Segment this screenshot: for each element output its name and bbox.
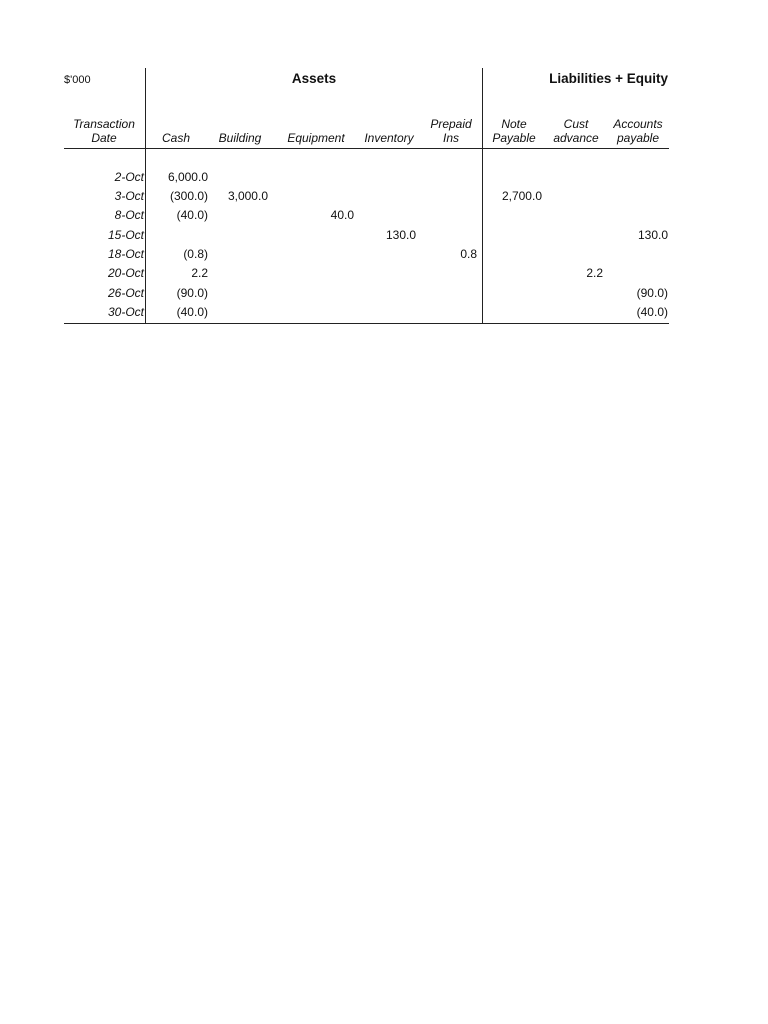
header-rule — [64, 148, 669, 149]
header-prepaid-line1: Prepaid — [430, 117, 472, 131]
header-ap-line1: Accounts — [613, 117, 663, 131]
header-prepaid-ins — [424, 117, 478, 145]
cell-cust-advance: 2.2 — [586, 266, 603, 280]
header-equipment: Equipment — [287, 131, 345, 145]
cell-cash: (40.0) — [176, 208, 208, 222]
header-prepaid-line2: Ins — [442, 131, 459, 145]
assets-section-title: Assets — [291, 71, 337, 86]
cell-note-payable: 2,700.0 — [501, 189, 542, 203]
cell-date: 30-Oct — [107, 305, 144, 319]
header-note-payable — [486, 117, 542, 145]
header-transaction-date — [64, 117, 144, 145]
cell-accounts-payable: (90.0) — [636, 286, 668, 300]
header-cust-line1: Cust — [563, 117, 589, 131]
units-label: $'000 — [64, 74, 91, 86]
table-row — [0, 284, 768, 303]
cell-cash: (0.8) — [183, 247, 208, 261]
cell-date: 15-Oct — [107, 228, 144, 242]
table-row — [0, 187, 768, 206]
header-cash — [146, 131, 208, 145]
cell-accounts-payable: 130.0 — [637, 228, 668, 242]
cell-accounts-payable: (40.0) — [636, 305, 668, 319]
cell-date: 8-Oct — [114, 208, 144, 222]
cell-cash: 2.2 — [191, 266, 208, 280]
header-cash-label: Cash — [161, 131, 190, 145]
cell-date: 26-Oct — [107, 286, 144, 300]
cell-date: 18-Oct — [107, 247, 144, 261]
cell-date: 20-Oct — [107, 266, 144, 280]
header-transaction-date-line2: Date — [91, 131, 117, 145]
cell-equipment: 40.0 — [330, 208, 354, 222]
header-accounts-payable — [606, 117, 670, 145]
cell-cash: 6,000.0 — [167, 170, 208, 184]
table-row — [0, 206, 768, 225]
cell-cash: (40.0) — [176, 305, 208, 319]
cell-prepaid: 0.8 — [460, 247, 477, 261]
table-row — [0, 303, 768, 322]
cell-cash: (90.0) — [176, 286, 208, 300]
header-cust-line2: advance — [553, 131, 599, 145]
table-row — [0, 168, 768, 187]
cell-date: 3-Oct — [114, 189, 144, 203]
header-note-line2: Payable — [492, 131, 536, 145]
cell-date: 2-Oct — [114, 170, 144, 184]
header-transaction-date-line1: Transaction — [73, 117, 135, 131]
header-note-line1: Note — [501, 117, 527, 131]
bottom-rule — [64, 323, 669, 324]
header-inventory: Inventory — [364, 131, 414, 145]
table-row — [0, 226, 768, 245]
cell-cash: (300.0) — [169, 189, 208, 203]
header-cust-advance — [548, 117, 604, 145]
cell-building: 3,000.0 — [227, 189, 268, 203]
header-building: Building — [218, 131, 262, 145]
liabilities-equity-section-title: Liabilities + Equity — [549, 71, 668, 86]
table-row — [0, 264, 768, 283]
table-row — [0, 245, 768, 264]
header-ap-line2: payable — [616, 131, 660, 145]
cell-inventory: 130.0 — [385, 228, 416, 242]
